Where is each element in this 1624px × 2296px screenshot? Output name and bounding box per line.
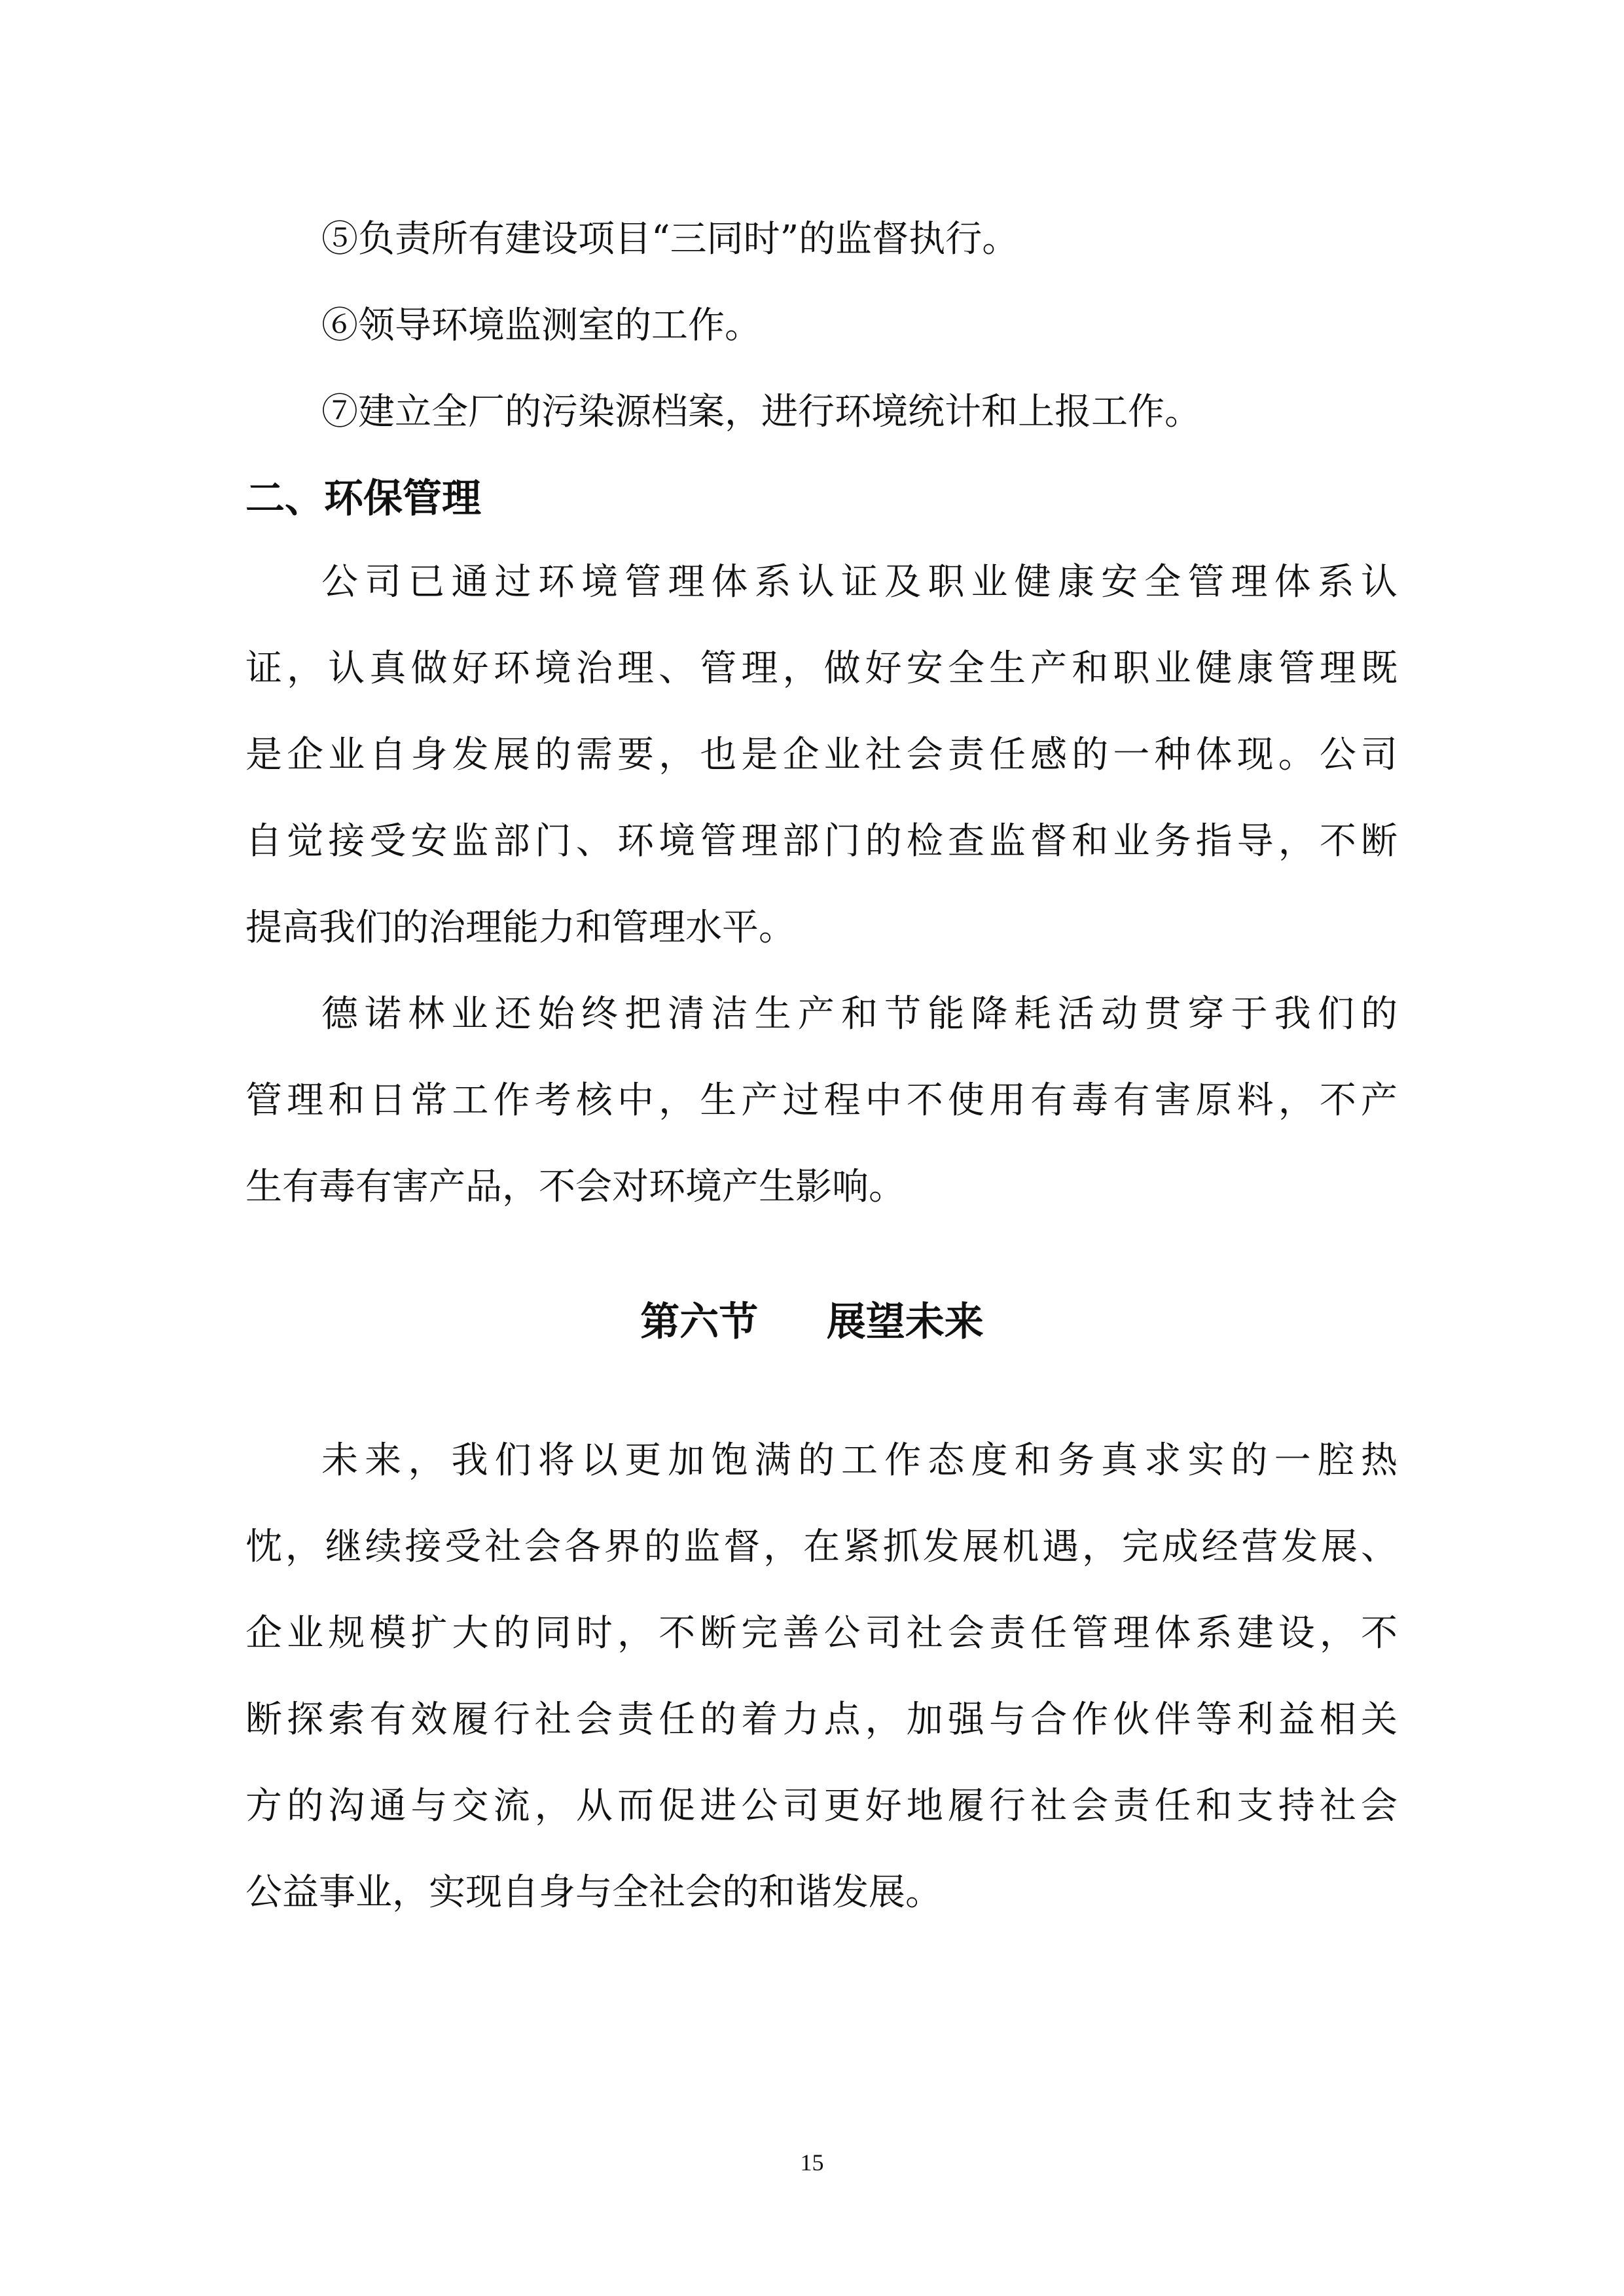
paragraph-line: 方的沟通与交流，从而促进公司更好地履行社会责任和支持社会: [245, 1785, 1398, 1827]
page-number: 15: [800, 2149, 824, 2176]
paragraph-line: 生有毒有害产品，不会对环境产生影响。: [245, 1166, 905, 1208]
paragraph-clean-production: [245, 971, 1398, 1230]
paragraph-line: 公益事业，实现自身与全社会的和谐发展。: [245, 1871, 942, 1914]
heading-environmental-management: 二、环保管理: [245, 476, 481, 522]
list-item: ⑦建立全厂的污染源档案，进行环境统计和上报工作。: [321, 391, 1201, 433]
paragraph-future-outlook: [245, 1418, 1398, 1936]
paragraph-certification: [245, 539, 1398, 971]
paragraph-line: 德诺林业还始终把清洁生产和节能降耗活动贯穿于我们的: [321, 993, 1398, 1035]
list-item: ⑥领导环境监测室的工作。: [321, 304, 761, 347]
duty-list: [245, 196, 1398, 456]
paragraph-line: 提高我们的治理能力和管理水平。: [245, 906, 795, 949]
paragraph-line: 证，认真做好环境治理、管理，做好安全生产和职业健康管理既: [245, 647, 1398, 690]
paragraph-line: 断探索有效履行社会责任的着力点，加强与合作伙伴等利益相关: [245, 1698, 1398, 1741]
paragraph-line: 企业规模扩大的同时，不断完善公司社会责任管理体系建设，不: [245, 1612, 1398, 1655]
list-item: ⑤负责所有建设项目“三同时”的监督执行。: [321, 218, 1019, 260]
paragraph-line: 忱，继续接受社会各界的监督，在紧抓发展机遇，完成经营发展、: [245, 1526, 1398, 1568]
paragraph-line: 管理和日常工作考核中，生产过程中不使用有毒有害原料，不产: [245, 1079, 1398, 1122]
section-title: 第六节 展望未来: [640, 1299, 984, 1345]
paragraph-line: 是企业自身发展的需要，也是企业社会责任感的一种体现。公司: [245, 734, 1398, 776]
paragraph-line: 自觉接受安监部门、环境管理部门的检查监督和业务指导，不断: [245, 820, 1398, 863]
paragraph-line: 公司已通过环境管理体系认证及职业健康安全管理体系认: [321, 561, 1398, 603]
paragraph-line: 未来，我们将以更加饱满的工作态度和务真求实的一腔热: [321, 1439, 1398, 1482]
